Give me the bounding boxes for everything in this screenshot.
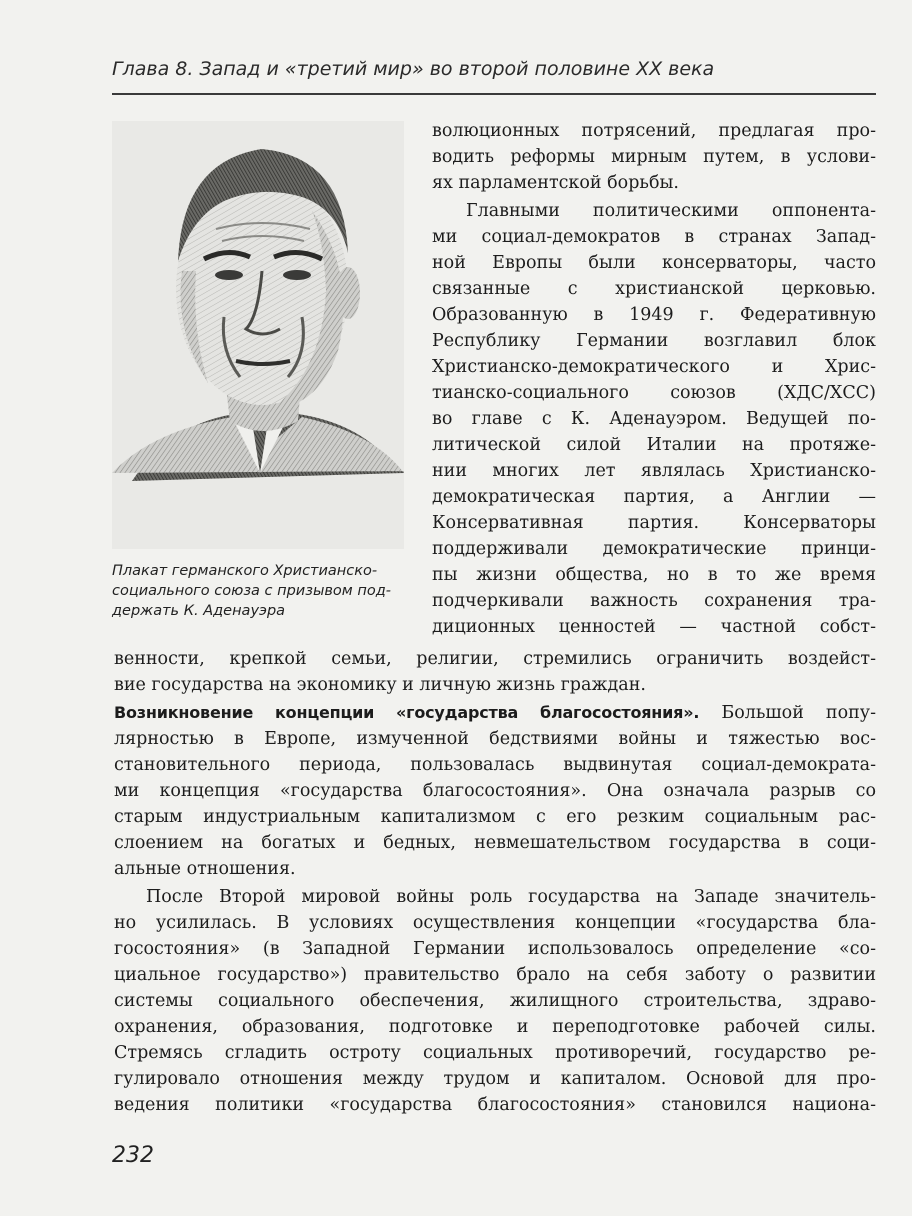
adenauer-poster <box>112 121 404 549</box>
text-line: подчеркивали важность сохранения тра- <box>432 591 876 611</box>
text-line: Республику Германии возглавил блок <box>432 331 876 351</box>
header-rule <box>112 93 876 95</box>
section-heading-continuation: Большой попу- <box>721 703 876 723</box>
text-line: поддерживали демократические принци- <box>432 539 876 559</box>
poster-caption <box>112 561 408 621</box>
text-line: ях парламентской борьбы. <box>432 173 679 193</box>
text-line: гулировало отношения между трудом и капиталом. Основой для про- <box>114 1069 876 1089</box>
text-line: системы социального обеспечения, жилищного строительства, здраво- <box>114 991 876 1011</box>
text-line: волюционных потрясений, предлагая про- <box>432 121 876 141</box>
adenauer-portrait <box>112 121 404 549</box>
text-line: водить реформы мирным путем, в услови- <box>432 147 876 167</box>
text-line: пы жизни общества, но в то же время <box>432 565 876 585</box>
caption-line: держать К. Аденауэра <box>112 603 286 619</box>
text-line: Стремясь сгладить остроту социальных противоречий, государство ре- <box>114 1043 876 1063</box>
text-line: венности, крепкой семьи, религии, стремились ограничить воздейст- <box>114 649 876 669</box>
text-line: во главе с К. Аденауэром. Ведущей по- <box>432 409 876 429</box>
text-line: диционных ценностей — частной собст- <box>432 617 876 637</box>
text-line: Консервативная партия. Консерваторы <box>432 513 876 533</box>
section-heading-line <box>114 700 876 726</box>
text-line: вие государства на экономику и личную жизнь граждан. <box>114 675 646 695</box>
text-line: альные отношения. <box>114 859 296 879</box>
page-number: 232 <box>112 1143 154 1168</box>
text-line: становительного периода, пользовалась выдвинутая социал-демократа- <box>114 755 876 775</box>
text-line: связанные с христианской церковью. <box>432 279 876 299</box>
text-line: Христианско-демократического и Хрис- <box>432 357 876 377</box>
text-line: старым индустриальным капитализмом с его резким социальным рас- <box>114 807 876 827</box>
caption-line: Плакат германского Христианско- <box>112 563 378 579</box>
text-line: ми концепция «государства благосостояния». Она означала разрыв со <box>114 781 876 801</box>
text-line: демократическая партия, а Англии — <box>432 487 876 507</box>
text-line: Образованную в 1949 г. Федеративную <box>432 305 876 325</box>
text-line: лярностью в Европе, измученной бедствиями войны и тяжестью вос- <box>114 729 876 749</box>
text-line: ми социал-демократов в странах Запад- <box>432 227 876 247</box>
text-line: госостояния» (в Западной Германии использовалось определение «со- <box>114 939 876 959</box>
text-line: циальное государство») правительство брало на себя заботу о развитии <box>114 965 876 985</box>
text-line: Главными политическими оппонента- <box>466 201 876 221</box>
section-heading: Возникновение концепции «государства благосостояния». <box>114 703 700 722</box>
text-line: ведения политики «государства благосостояния» становился национа- <box>114 1095 876 1115</box>
text-line: тианско-социального союзов (ХДС/ХСС) <box>432 383 876 403</box>
text-line: После Второй мировой войны роль государства на Западе значитель- <box>146 887 876 907</box>
text-line: нии многих лет являлась Христианско- <box>432 461 876 481</box>
text-line: охранения, образования, подготовке и переподготовке рабочей силы. <box>114 1017 876 1037</box>
page-header: Глава 8. Запад и «третий мир» во второй половине XX века <box>112 58 715 80</box>
text-line: литической силой Италии на протяже- <box>432 435 876 455</box>
text-line: слоением на богатых и бедных, невмешательством государства в соци- <box>114 833 876 853</box>
text-line: ной Европы были консерваторы, часто <box>432 253 876 273</box>
caption-line: социального союза с призывом под- <box>112 583 391 599</box>
text-line: но усилилась. В условиях осуществления концепции «государства бла- <box>114 913 876 933</box>
